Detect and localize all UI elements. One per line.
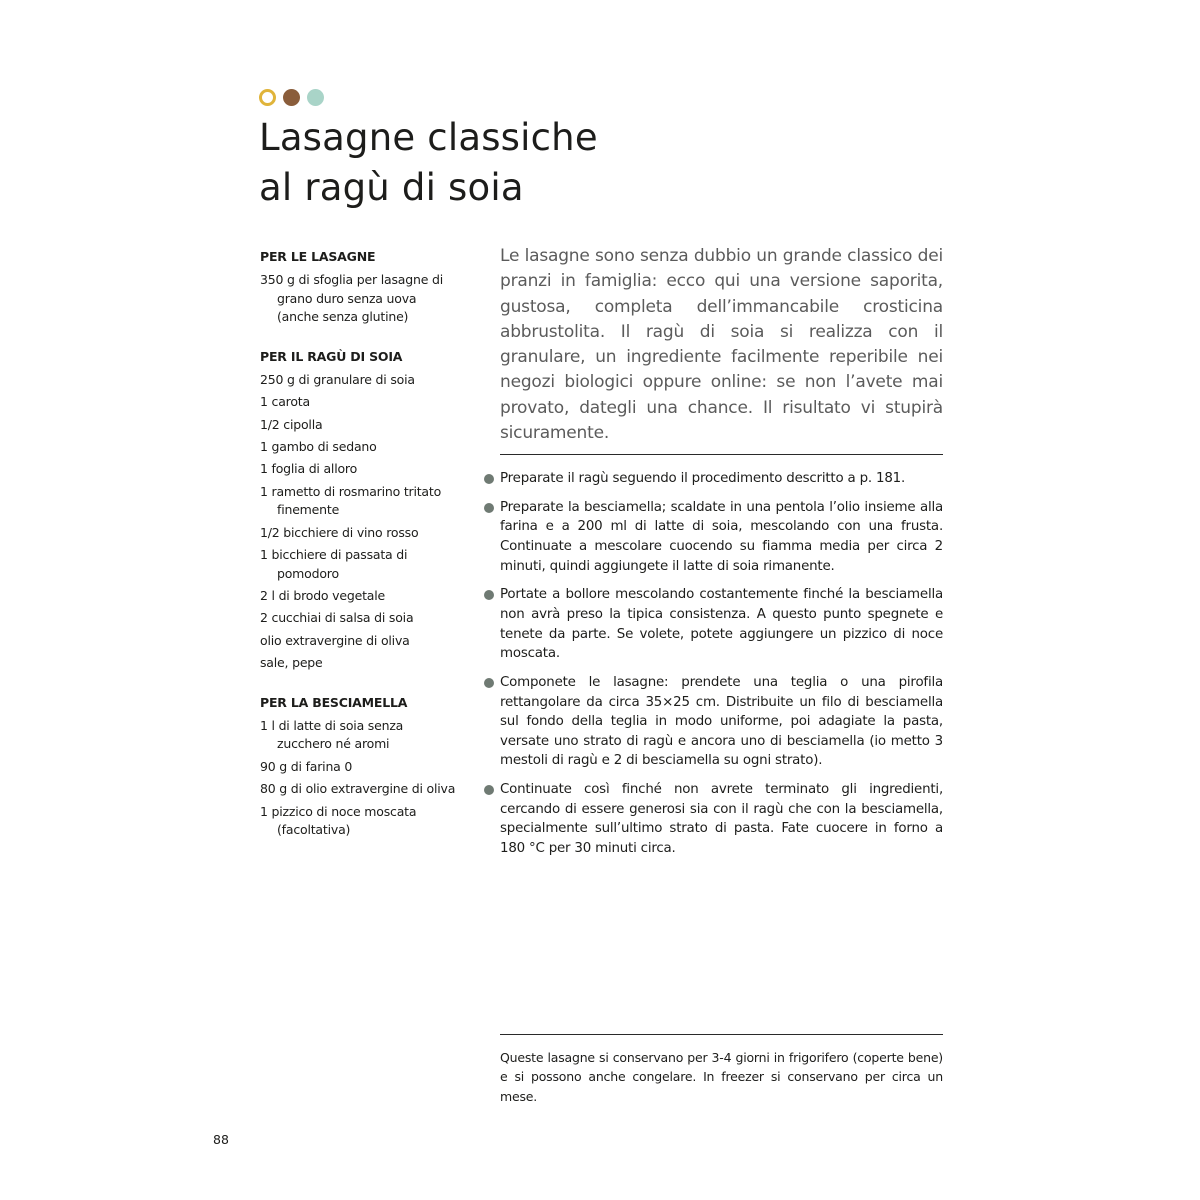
method-steps [500,469,943,868]
bullet-icon [484,474,494,484]
intro-paragraph: Le lasagne sono senza dubbio un grande classico dei pranzi in famiglia: ecco qui una versione saporita, gustosa, completa dell’immancabile crosticina abbrustolita. Il ragù di soia si realizza con il granulare, un ingrediente facilmente reperibile nei negozi biologici oppure online: se non l’avete mai provato, dategli una chance. Il risultato vi stupirà sicuramente. [500,246,943,444]
step-text: Componete le lasagne: prendete una teglia o una pirofila rettangolare da circa 35×25 cm. Distribuite un filo di besciamella sul fondo della teglia in modo uniforme, poi adagiate la pasta, versate uno strato di ragù e ancora uno di besciamella (io metto 3 mestoli di ragù e 2 di besciamella su ogni strato). [500,674,943,769]
step-item [500,780,943,858]
ingredient-item: 1 gambo di sedano [260,438,377,454]
yellow-ring-dot-icon [259,89,276,106]
ingredient-item: sale, pepe [260,655,323,671]
bullet-icon [484,503,494,513]
ingredient-item: 1 carota [260,394,310,410]
ingredient-item: 1/2 cipolla [260,416,323,432]
recipe-title [259,113,598,213]
recipe-title-line-2: al ragù di soia [259,166,524,209]
step-text: Preparate la besciamella; scaldate in una pentola l’olio insieme alla farina e a 200 ml di latte di soia, mescolando con una frusta. Continuate a mescolare cuocendo su fiamma media per circa 2 minuti, quindi aggiungete il latte di soia rimanente. [500,499,943,574]
page-number: 88 [213,1132,229,1147]
divider-top [500,454,943,455]
ingredient-item: 2 l di brodo vegetale [260,588,385,604]
step-text: Portate a bollore mescolando costantemente finché la besciamella non avrà preso la tipica consistenza. A questo punto spegnete e tenete da parte. Se volete, potete aggiungere un pizzico di noce moscata. [500,587,943,662]
ingredient-item: 2 cucchiai di salsa di soia [260,610,414,626]
ingredients-section-ragu [260,349,460,673]
ingredient-item: 1 foglia di alloro [260,461,358,477]
ingredient-item: 90 g di farina 0 [260,758,353,774]
step-text: Preparate il ragù seguendo il procedimento descritto a p. 181. [500,471,906,486]
ingredient-list [260,271,460,327]
bullet-icon [484,590,494,600]
ingredient-item: 1 rametto di rosmarino tritato finemente [260,483,442,518]
ingredient-item: 1/2 bicchiere di vino rosso [260,524,419,540]
divider-bottom [500,1034,943,1035]
ingredients-section-lasagne [260,249,460,327]
ingredient-item: olio extravergine di oliva [260,632,410,648]
ingredient-item: 250 g di granulare di soia [260,371,415,387]
ingredients-section-besciamella [260,695,460,840]
ingredient-item: 1 l di latte di soia senza zucchero né aromi [260,717,404,752]
step-item [500,585,943,663]
storage-note: Queste lasagne si conservano per 3-4 giorni in frigorifero (coperte bene) e si possono anche congelare. In freezer si conservano per circa un mese. [500,1050,943,1104]
recipe-title-line-1: Lasagne classiche [259,116,598,159]
step-item [500,498,943,576]
step-item [500,673,943,771]
section-heading: PER LE LASAGNE [260,249,376,264]
bullet-icon [484,678,494,688]
section-heading: PER LA BESCIAMELLA [260,694,408,710]
section-heading: PER IL RAGÙ DI SOIA [260,348,403,364]
step-item [500,469,943,489]
ingredient-list [260,371,460,673]
ingredients-column [260,249,460,862]
ingredient-item: 80 g di olio extravergine di oliva [260,781,456,797]
step-text: Continuate così finché non avrete terminato gli ingredienti, cercando di essere generosi sia con il ragù che con la besciamella, specialmente sull’ultimo strato di pasta. Fate cuocere in forno a 180 °C per 30 minuti circa. [500,782,943,856]
ingredient-item: 1 bicchiere di passata di pomodoro [260,547,408,581]
ingredient-item: 1 pizzico di noce moscata (facoltativa) [260,803,417,838]
category-dots [259,89,324,106]
ingredient-list [260,717,460,840]
ingredient-item: 350 g di sfoglia per lasagne di grano duro senza uova (anche senza glutine) [260,272,443,325]
bullet-icon [484,785,494,795]
mint-dot-icon [307,89,324,106]
brown-dot-icon [283,89,300,106]
